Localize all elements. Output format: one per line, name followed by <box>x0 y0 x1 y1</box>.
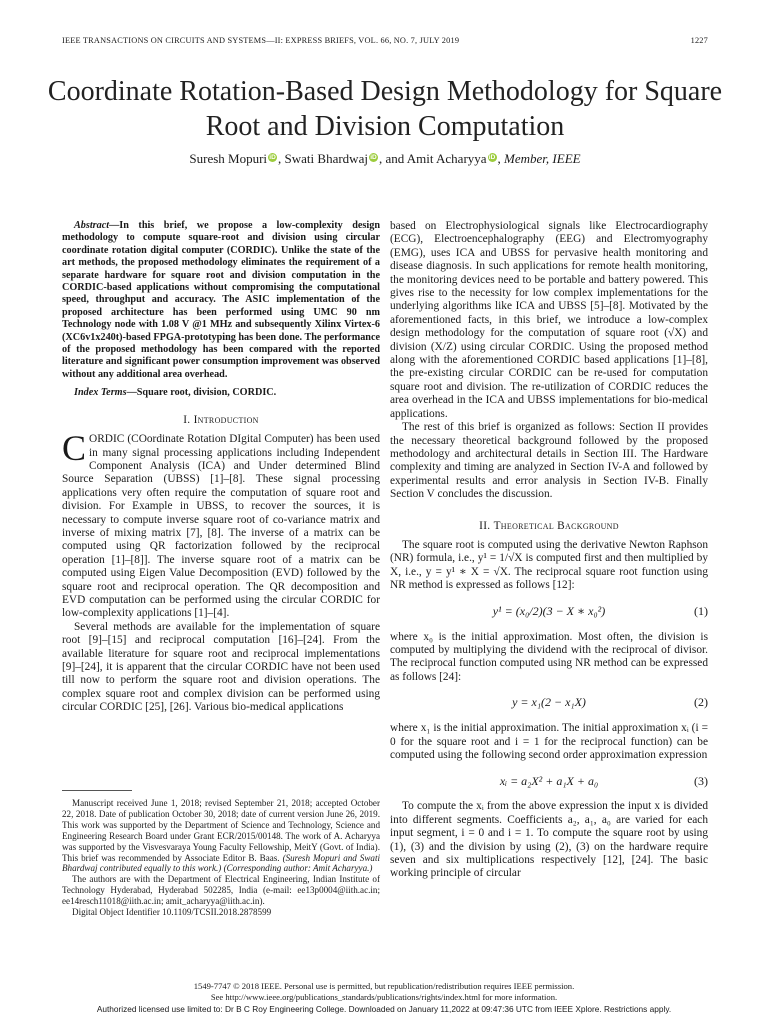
equation-number: (3) <box>694 773 708 788</box>
equation-body: xᵢ = a₂X² + a₁X + a₀ <box>499 773 599 788</box>
body-paragraph: The rest of this brief is organized as follows: Section II provides the necessary theoretical background followed by the proposed methodology and architectural details in Section III. The Hardware complexity and timing are analyzed in Section IV-A and followed by experimental results and error analysis in Section IV-B. Finally Section V concludes the discussion. <box>390 421 708 501</box>
index-terms <box>62 387 380 399</box>
right-column <box>390 220 708 881</box>
footnote <box>62 798 380 918</box>
body-paragraph: The square root is computed using the derivative Newton Raphson (NR) formula, i.e., y¹ = 1/√X is computed first and then multiplied by X, i.e., y = y¹ ∗ X = √X. The reciprocal square root function using NR method is expressed as follows [12]: <box>390 538 708 592</box>
body-paragraph: where x₁ is the initial approximation. The initial approximation xᵢ (i = 0 for the square root and i = 1 for the reciprocal function) can be computed using the following second order approximation expression <box>390 722 708 761</box>
paper-title: Coordinate Rotation-Based Design Methodology for Square Root and Division Computation <box>47 76 723 142</box>
section-numeral: I. <box>183 413 191 426</box>
paragraph-text: ORDIC (COordinate Rotation DIgital Computer) has been used in many signal processing applications including Independent Component Analysis (ICA) and Under determined Blind Source Separation (UBSS) [1]–[8]. These signal processing applications very often require the computation of square root and division. For Example in UBSS, to recover the sources, it is necessary to compute inverse square root of co-variance matrix and inverse of mixing matrix [7], [8]. The inverse of a matrix can be computed using QR factorization followed by the reciprocal operation [1]–[8]]. The inverse square root of a matrix can be computed using Eigen Value Decomposition (EVD) followed by the square root and reciprocal operation. The QR decomposition and EVD computation can be performed using the circular CORDIC for low-complexity applications [1]–[4]. <box>62 433 380 620</box>
section-heading <box>390 520 708 533</box>
section-numeral: II. <box>479 519 491 532</box>
index-terms-lead: Index Terms <box>74 387 127 399</box>
author-list: Suresh Mopuri iD , Swati Bhardwaj iD , and Amit Acharyya iD , Member, IEEE <box>189 151 581 166</box>
equation-number: (1) <box>694 603 708 618</box>
author-name: Swati Bhardwaj <box>284 151 368 166</box>
orcid-icon[interactable]: iD <box>269 154 276 161</box>
equation <box>390 770 708 792</box>
body-paragraph: To compute the xᵢ from the above expression the input x is divided into different segments. Coefficients a₂, a₁, a₀ are varied for each input segment, i = 0 and i = 1. To compute the square root by using (1), (3) and the division by using (2), (3) on the hardware require seven and six multiplications respectively [12], [24]. The basic working principle of circular <box>390 800 708 880</box>
body-paragraph: based on Electrophysiological signals like Electrocardiography (ECG), Electroencephalography (EEG) and Electromyography (EMG), uses ICA and UBSS for pervasive health monitoring and disease diagnosis. In such applications for remote health monitoring, the monitoring devices need to be portable and battery powered. This gives rise to the necessity for low complex implementations for the underlying algorithms like ICA and UBSS [5]–[8]. Motivated by the aforementioned facts, in this brief, we introduce a low-complex design methodology for the computation of square root (√X) and division (X/Z) using circular CORDIC. Using the proposed method along with the aforementioned CORDIC based applications [1]–[8], the pre-existing circular CORDIC can be re-used for computation square root and division. The re-utilization of CORDIC reduces the area overhead in the ICA and UBSS implementations for bio-medical applications. <box>390 220 708 420</box>
equation <box>390 692 708 714</box>
abstract-lead: Abstract <box>74 220 110 231</box>
abstract <box>62 220 380 381</box>
equation-body: y¹ = (x₀/2)(3 − X ∗ x₀²) <box>492 603 606 618</box>
section-title: Theoretical Background <box>493 519 619 532</box>
equation-number: (2) <box>694 695 708 710</box>
orcid-icon[interactable]: iD <box>488 154 496 161</box>
body-paragraph: Several methods are available for the implementation of square root [9]–[15] and reciprocal computation [16]–[24]. From the available literature for square root and reciprocal implementations [9]–[24], it is apparent that the circular CORDIC have not been used till now to perform the square root and division operations. The complex square root and complex division can be performed using circular CORDIC [25], [26]. Various bio-medical applications <box>62 620 380 714</box>
footnote-text: Manuscript received June 1, 2018; revised September 21, 2018; accepted October 22, 2018. Date of publication October 30, 2018; date of current version June 26, 2019. This work was supported by the Department of Science and Technology, Science and Engineering Research Board under Grant ECR/2015/00148. The work of A. Acharyya was supported by the Visvesvaraya Young Faculty Fellowship, MeitY (Govt. of India). This brief was recommended by Associate Editor B. Baas. <box>62 798 380 863</box>
footnote-paragraph <box>62 798 380 874</box>
journal-name: IEEE TRANSACTIONS ON CIRCUITS AND SYSTEMS—II: EXPRESS BRIEFS, VOL. 66, NO. 7, JULY 2019 <box>62 36 460 45</box>
footnote-paragraph: The authors are with the Department of Electrical Engineering, Indian Institute of Technology Hyderabad, Hyderabad 502285, India (e-mail: ee13p0004@iith.ac.in; ee14resch11018@iith.ac.in; amit_acharyya@iith.ac.in). <box>62 874 380 907</box>
equation <box>390 601 708 623</box>
author-name: and Amit Acharyya <box>385 151 487 166</box>
section-title: Introduction <box>193 413 259 426</box>
index-terms-text: —Square root, division, CORDIC. <box>126 387 277 399</box>
copyright-line: 1549-7747 © 2018 IEEE. Personal use is permitted, but republication/redistribution requires IEEE permission. <box>193 981 575 991</box>
access-notice: Authorized licensed use limited to: Dr B C Roy Engineering College. Downloaded on January 11,2022 at 09:47:36 UTC from IEEE Xplore. Restrictions apply. <box>96 1004 672 1014</box>
body-paragraph <box>62 428 380 621</box>
left-column <box>62 220 380 715</box>
drop-cap: C <box>62 428 87 469</box>
body-paragraph: where x₀ is the initial approximation. Most often, the division is computed by multiplying the dividend with the reciprocal of divisor. The reciprocal function computed using NR method can be expressed as follows [24]: <box>390 630 708 683</box>
footnote-italic: (Suresh Mopuri and Swati Bhardwaj contributed equally to this work.) (Corresponding author: Amit Acharyya.) <box>62 852 381 874</box>
page-number: 1227 <box>690 36 708 45</box>
author-role: Member, IEEE <box>504 151 581 166</box>
abstract-text: —In this brief, we propose a low-complexity design methodology to compute square-root and division using circular coordinate rotation digital computer (CORDIC). Unlike the state of the art methods, the proposed methodology eliminates the requirement of a separate hardware for square root and division computation in the CORDIC-based applications without compromising the computational speed, throughput and accuracy. The ASIC implementation of the proposed architecture has been performed using UMC 90 nm Technology node with 1.08 V @1 MHz and subsequently Xilinx Virtex-6 (XC6v1x240t)-based FPGA-prototyping has been done. The performance of the proposed methodology has been compared with the reported literature and significant power consumption improvement was observed without any additional area overhead. <box>62 220 380 380</box>
equation-body: y = x₁(2 − x₁X) <box>512 695 586 710</box>
section-heading <box>62 414 380 427</box>
copyright-notice <box>0 981 768 1003</box>
footnote-rule <box>62 790 132 791</box>
orcid-icon[interactable]: iD <box>370 154 377 161</box>
author-name: Suresh Mopuri <box>189 151 268 166</box>
doi-line[interactable]: Digital Object Identifier 10.1109/TCSII.2018.2878599 <box>72 907 272 918</box>
copyright-link[interactable]: See http://www.ieee.org/publications_standards/publications/rights/index.html for more information. <box>210 992 558 1002</box>
